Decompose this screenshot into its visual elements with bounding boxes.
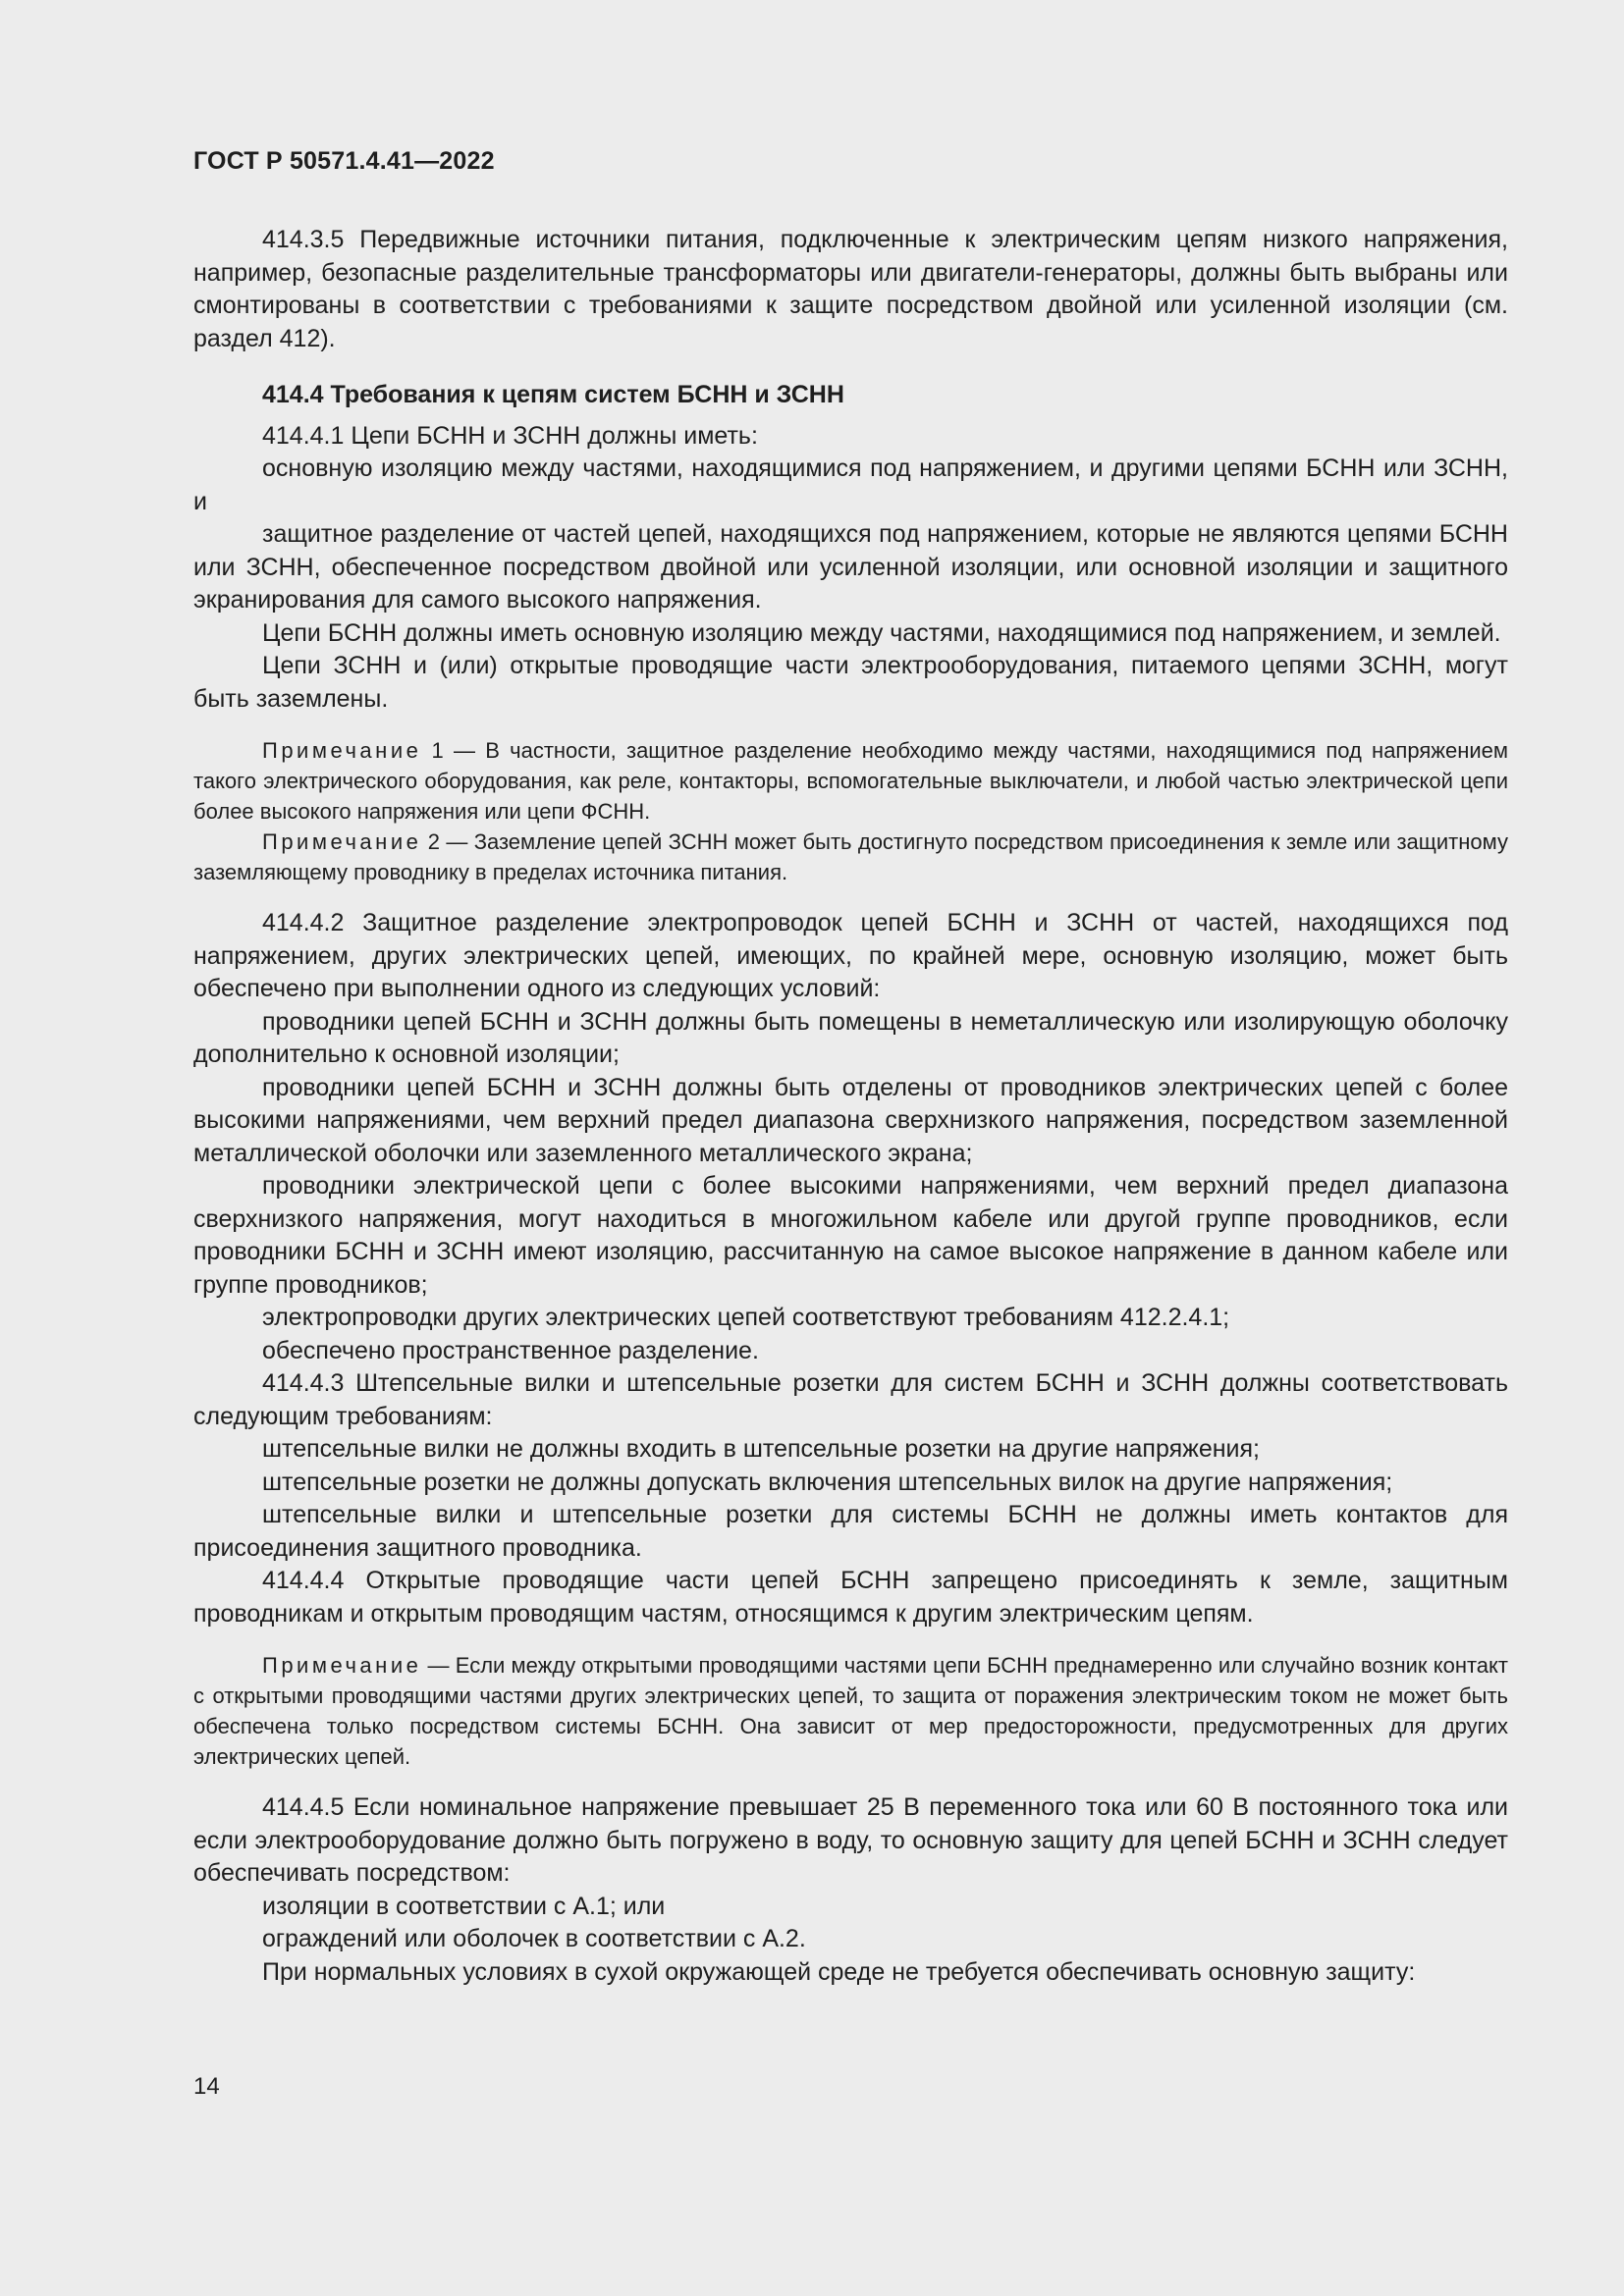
- note-1: [193, 735, 1508, 827]
- list-item: штепсельные вилки и штепсельные розетки для системы БСНН не должны иметь контактов для присоединения защитного проводника.: [193, 1501, 1508, 1562]
- paragraph: Цепи ЗСНН и (или) открытые проводящие части электрооборудования, питаемого цепями ЗСНН, могут быть заземлены.: [193, 652, 1508, 713]
- page-number: 14: [193, 2073, 220, 2100]
- paragraph-414-4-4: 414.4.4 Открытые проводящие части цепей БСНН запрещено присоединять к земле, защитным проводникам и открытым проводящим частям, относящимся к другим электрическим цепям.: [193, 1567, 1508, 1628]
- paragraph: При нормальных условиях в сухой окружающей среде не требуется обеспечивать основную защиту:: [262, 1957, 1416, 1986]
- list-item: штепсельные розетки не должны допускать включения штепсельных вилок на другие напряжения;: [262, 1468, 1393, 1496]
- note-label: Примечание: [262, 829, 422, 854]
- list-item: обеспечено пространственное разделение.: [262, 1336, 759, 1364]
- section-heading-414-4: 414.4 Требования к цепям систем БСНН и ЗСНН: [262, 381, 844, 408]
- paragraph-414-3-5: 414.3.5 Передвижные источники питания, подключенные к электрическим цепям низкого напряжения, например, безопасные разделительные трансформаторы или двигатели-генераторы, должны быть выбраны или смонтированы в соответствии с требованиями к защите посредством двойной или усиленной изоляции (см. раздел 412).: [193, 226, 1508, 352]
- note-text: — Если между открытыми проводящими частями цепи БСНН преднамеренно или случайно возник контакт с открытыми проводящими частями других электрических цепей, то защита от поражения электрическим током не может быть обеспечена только посредством системы БСНН. Она зависит от мер предосторожности, предусмотренных для других электрических цепей.: [193, 1653, 1508, 1769]
- note-label: Примечание: [262, 738, 422, 763]
- note-text: 2 — Заземление цепей ЗСНН может быть достигнуто посредством присоединения к земле или защитному заземляющему проводнику в пределах источника питания.: [193, 829, 1508, 884]
- document-body: [193, 224, 1508, 1989]
- paragraph: Цепи БСНН должны иметь основную изоляцию между частями, находящимися под напряжением, и землей.: [262, 618, 1501, 647]
- notes-block: [193, 735, 1508, 887]
- list-item: проводники цепей БСНН и ЗСНН должны быть помещены в неметаллическую или изолирующую оболочку дополнительно к основной изоляции;: [193, 1007, 1508, 1068]
- note-2: [193, 827, 1508, 887]
- document-header: ГОСТ Р 50571.4.41—2022: [193, 147, 495, 175]
- note-3: [193, 1650, 1508, 1772]
- note-label: Примечание: [262, 1653, 422, 1678]
- paragraph-414-4-1-intro: 414.4.1 Цепи БСНН и ЗСНН должны иметь:: [262, 421, 758, 450]
- list-item: ограждений или оболочек в соответствии с А.2.: [262, 1925, 806, 1952]
- paragraph-414-4-3-intro: 414.4.3 Штепсельные вилки и штепсельные розетки для систем БСНН и ЗСНН должны соответствовать следующим требованиям:: [193, 1369, 1508, 1430]
- paragraph-414-4-2-intro: 414.4.2 Защитное разделение электропроводок цепей БСНН и ЗСНН от частей, находящихся под напряжением, других электрических цепей, имеющих, по крайней мере, основную изоляцию, может быть обеспечено при выполнении одного из следующих условий:: [193, 909, 1508, 1002]
- list-item: проводники цепей БСНН и ЗСНН должны быть отделены от проводников электрических цепей с более высокими напряжениями, чем верхний предел диапазона сверхнизкого напряжения, посредством заземленной металлической оболочки или заземленного металлического экрана;: [193, 1073, 1508, 1167]
- paragraph-414-4-5-intro: 414.4.5 Если номинальное напряжение превышает 25 В переменного тока или 60 В постоянного тока или если электрооборудование должно быть погружено в воду, то основную защиту для цепей БСНН и ЗСНН следует обеспечивать посредством:: [193, 1793, 1508, 1887]
- list-item: электропроводки других электрических цепей соответствуют требованиям 412.2.4.1;: [262, 1304, 1230, 1331]
- list-item: защитное разделение от частей цепей, находящихся под напряжением, которые не являются цепями БСНН или ЗСНН, обеспеченное посредством двойной или усиленной изоляции, или основной изоляции и защитного экранирования для самого высокого напряжения.: [193, 520, 1508, 614]
- list-item: штепсельные вилки не должны входить в штепсельные розетки на другие напряжения;: [262, 1435, 1260, 1463]
- notes-block: [193, 1650, 1508, 1772]
- list-item: изоляции в соответствии с А.1; или: [262, 1892, 666, 1920]
- note-text: 1 — В частности, защитное разделение необходимо между частями, находящимися под напряжением такого электрического оборудования, как реле, контакторы, вспомогательные выключатели, и любой частью электрической цепи более высокого напряжения или цепи ФСНН.: [193, 738, 1508, 824]
- list-item: проводники электрической цепи с более высокими напряжениями, чем верхний предел диапазона сверхнизкого напряжения, могут находиться в многожильном кабеле или другой группе проводников, если проводники БСНН и ЗСНН имеют изоляцию, рассчитанную на самое высокое напряжение в данном кабеле или группе проводников;: [193, 1172, 1508, 1299]
- list-item: основную изоляцию между частями, находящимися под напряжением, и другими цепями БСНН или ЗСНН, и: [193, 454, 1508, 515]
